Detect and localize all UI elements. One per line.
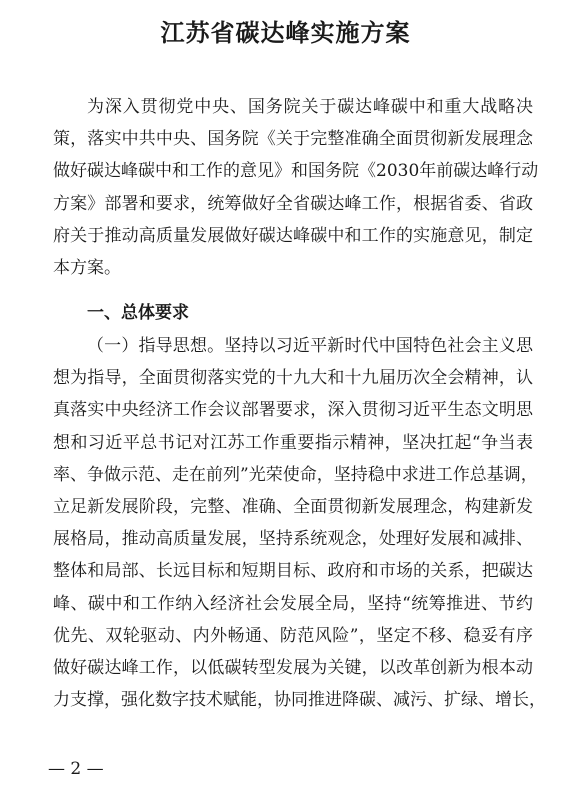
guiding-line: 优先、双轮驱动、内外畅通、防范风险”，坚定不移、稳妥有序	[53, 625, 533, 646]
document-title: 江苏省碳达峰实施方案	[160, 18, 411, 47]
section-heading: 一、总体要求	[87, 303, 189, 323]
guiding-line: 率、争做示范、走在前列”光荣使命，坚持稳中求进工作总基调，	[53, 464, 538, 485]
guiding-line: 立足新发展阶段，完整、准确、全面贯彻新发展理念，构建新发	[53, 496, 533, 517]
guiding-line: 峰、碳中和工作纳入经济社会发展全局，坚持“统筹推进、节约	[53, 593, 533, 614]
intro-line: 府关于推动高质量发展做好碳达峰碳中和工作的实施意见，制定	[53, 225, 533, 246]
guiding-line: 真落实中央经济工作会议部署要求，深入贯彻习近平生态文明思	[53, 400, 533, 421]
guiding-line: 展格局，推动高质量发展，坚持系统观念，处理好发展和减排、	[53, 529, 533, 550]
intro-line: 方案》部署和要求，统筹做好全省碳达峰工作，根据省委、省政	[53, 193, 533, 214]
guiding-paragraph	[53, 330, 546, 716]
guiding-line: 想为指导，全面贯彻落实党的十九大和十九届历次全会精神，认	[53, 368, 533, 389]
intro-paragraph	[53, 91, 539, 284]
intro-line: 为深入贯彻党中央、国务院关于碳达峰碳中和重大战略决	[87, 97, 533, 117]
guiding-line: 做好碳达峰工作，以低碳转型发展为关键，以改革创新为根本动	[53, 657, 533, 678]
page-number: — 2 —	[48, 759, 104, 779]
guiding-line: 想和习近平总书记对江苏工作重要指示精神，坚决扛起“争当表	[53, 432, 533, 453]
guiding-line: 整体和局部、长远目标和短期目标、政府和市场的关系，把碳达	[53, 561, 533, 582]
intro-line: 本方案。	[53, 257, 121, 278]
intro-line: 策，落实中共中央、国务院《关于完整准确全面贯彻新发展理念	[53, 129, 533, 150]
intro-line: 做好碳达峰碳中和工作的意见》和国务院《2030年前碳达峰行动	[53, 161, 539, 182]
guiding-line: 力支撑，强化数字技术赋能，协同推进降碳、减污、扩绿、增长，	[53, 690, 546, 711]
guiding-line: （一）指导思想。坚持以习近平新时代中国特色社会主义思	[87, 336, 533, 356]
